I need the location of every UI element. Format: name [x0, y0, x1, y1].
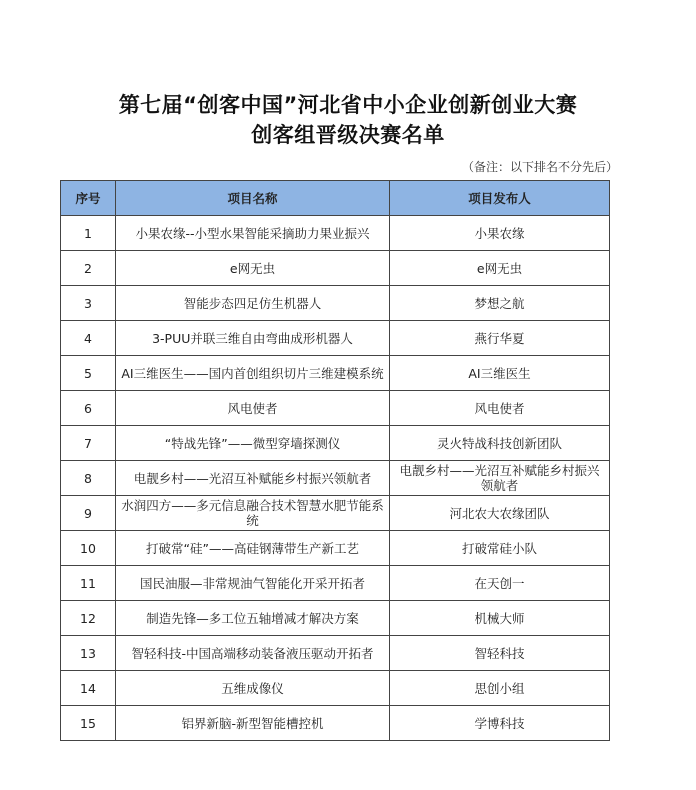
table-row — [61, 391, 610, 426]
document-title — [0, 90, 696, 150]
table-row — [61, 671, 610, 706]
row-project-name: e网无虫 — [116, 251, 390, 286]
row-number: 8 — [61, 461, 116, 496]
table-row — [61, 251, 610, 286]
header-number: 序号 — [61, 181, 116, 216]
row-publisher: 灵火特战科技创新团队 — [390, 426, 610, 461]
table-row — [61, 496, 610, 531]
header-publisher: 项目发布人 — [390, 181, 610, 216]
row-number: 14 — [61, 671, 116, 706]
row-project-name: “特战先锋”——微型穿墙探测仪 — [116, 426, 390, 461]
row-project-name: 打破常“硅”——高硅钢薄带生产新工艺 — [116, 531, 390, 566]
row-project-name: 智能步态四足仿生机器人 — [116, 286, 390, 321]
row-publisher: 机械大师 — [390, 601, 610, 636]
title-line-1: 第七届“创客中国”河北省中小企业创新创业大赛 — [118, 93, 578, 117]
row-number: 12 — [61, 601, 116, 636]
row-project-name: 铝界新脑-新型智能槽控机 — [116, 706, 390, 741]
row-project-name: 五维成像仪 — [116, 671, 390, 706]
row-project-name: 风电使者 — [116, 391, 390, 426]
row-publisher: e网无虫 — [390, 251, 610, 286]
row-number: 1 — [61, 216, 116, 251]
table-row — [61, 636, 610, 671]
table-row — [61, 426, 610, 461]
row-number: 6 — [61, 391, 116, 426]
row-publisher: 思创小组 — [390, 671, 610, 706]
table-row — [61, 356, 610, 391]
table-row — [61, 321, 610, 356]
remark-note: （备注：以下排名不分先后） — [461, 160, 618, 174]
row-number: 3 — [61, 286, 116, 321]
row-number: 11 — [61, 566, 116, 601]
row-publisher: 电靓乡村——光沼互补赋能乡村振兴领航者 — [390, 461, 610, 496]
row-number: 2 — [61, 251, 116, 286]
row-publisher: 河北农大农缘团队 — [390, 496, 610, 531]
row-number: 13 — [61, 636, 116, 671]
table-row — [61, 566, 610, 601]
row-publisher: 学博科技 — [390, 706, 610, 741]
row-project-name: AI三维医生——国内首创组织切片三维建模系统 — [116, 356, 390, 391]
row-publisher: 燕行华夏 — [390, 321, 610, 356]
table-row — [61, 286, 610, 321]
row-publisher: 梦想之航 — [390, 286, 610, 321]
row-number: 9 — [61, 496, 116, 531]
row-publisher: 打破常硅小队 — [390, 531, 610, 566]
table-header-row — [61, 181, 610, 216]
table-row — [61, 461, 610, 496]
row-project-name: 小果农缘--小型水果智能采摘助力果业振兴 — [116, 216, 390, 251]
table-row — [61, 706, 610, 741]
row-number: 5 — [61, 356, 116, 391]
row-project-name: 制造先锋—多工位五轴增减才解决方案 — [116, 601, 390, 636]
title-line-2: 创客组晋级决赛名单 — [251, 123, 445, 147]
row-publisher: 小果农缘 — [390, 216, 610, 251]
header-project-name: 项目名称 — [116, 181, 390, 216]
row-project-name: 3-PUU并联三维自由弯曲成形机器人 — [116, 321, 390, 356]
table-row — [61, 601, 610, 636]
finalist-table — [60, 180, 610, 741]
row-project-name: 国民油服—非常规油气智能化开采开拓者 — [116, 566, 390, 601]
row-number: 15 — [61, 706, 116, 741]
row-project-name: 电靓乡村——光沼互补赋能乡村振兴领航者 — [116, 461, 390, 496]
row-number: 7 — [61, 426, 116, 461]
row-project-name: 智轻科技-中国高端移动装备液压驱动开拓者 — [116, 636, 390, 671]
table-row — [61, 216, 610, 251]
row-publisher: 风电使者 — [390, 391, 610, 426]
row-number: 4 — [61, 321, 116, 356]
row-publisher: 智轻科技 — [390, 636, 610, 671]
table-row — [61, 531, 610, 566]
row-number: 10 — [61, 531, 116, 566]
row-publisher: AI三维医生 — [390, 356, 610, 391]
row-publisher: 在天创一 — [390, 566, 610, 601]
row-project-name: 水润四方——多元信息融合技术智慧水肥节能系统 — [116, 496, 390, 531]
